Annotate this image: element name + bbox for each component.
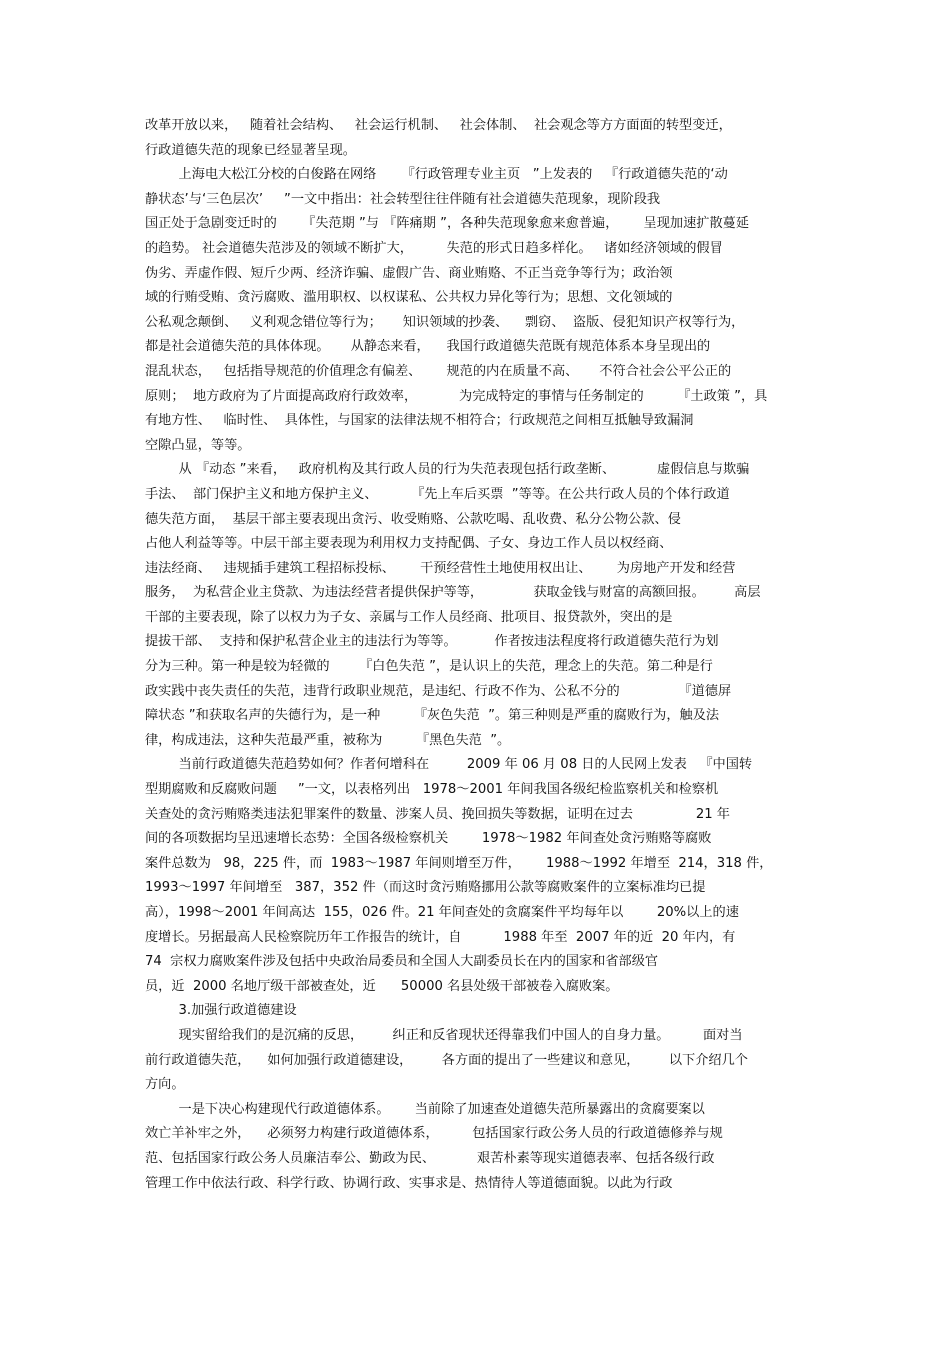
text-line: 高），1998～2001 年间高达 155，026 件。21 年间查处的贪腐案件平均每年以 20%以上的速 bbox=[145, 905, 739, 920]
text-line: 方向。 bbox=[145, 1077, 185, 1093]
text-line: 政实践中丧失责任的失范，违背行政职业规范，是违纪、行政不作为、公私不分的 『道德屏 bbox=[145, 683, 732, 699]
text-line: 现实留给我们的是沉痛的反思， 纠正和反省现状还得靠我们中国人的自身力量。 面对当 bbox=[145, 1027, 743, 1043]
text-line: 分为三种。第一种是较为轻微的 『白色失范 ”，是认识上的失范，理念上的失范。第二种是行 bbox=[145, 659, 713, 675]
text-line: 74 宗权力腐败案件涉及包括中央政治局委员和全国人大副委员长在内的国家和省部级官 bbox=[145, 954, 659, 970]
text-line: 改革开放以来， 随着社会结构、 社会运行机制、 社会体制、 社会观念等方方面面的转型变迁， bbox=[145, 118, 732, 133]
text-line: 行政道德失范的现象已经显著呈现。 bbox=[145, 142, 356, 158]
text-line: 违法经商、 违规插手建筑工程招标投标、 干预经营性土地使用权出让、 为房地产开发和经营 bbox=[145, 560, 736, 576]
text-line: 员，近 2000 名地厅级干部被查处，近 50000 名县处级干部被卷入腐败案。 bbox=[145, 978, 619, 994]
text-line: 伪劣、弄虚作假、短斤少两、经济诈骗、虚假广告、商业贿赂、不正当竞争等行为；政治领 bbox=[145, 265, 673, 281]
body-text bbox=[145, 114, 810, 1196]
text-line: 度增长。另据最高人民检察院历年工作报告的统计，自 1988 年至 2007 年的近 20 年内，有 bbox=[145, 929, 736, 945]
text-line: 混乱状态， 包括指导规范的价值理念有偏差、 规范的内在质量不高、 不符合社会公平公正的 bbox=[145, 363, 732, 379]
text-line: 一是下决心构建现代行政道德体系。 当前除了加速查处道德失范所暴露出的贪腐要案以 bbox=[145, 1101, 705, 1117]
text-line: 型期腐败和反腐败问题 ”一文，以表格列出 1978～2001 年间我国各级纪检监察机关和检察机 bbox=[145, 782, 719, 798]
text-line: 效亡羊补牢之外， 必须努力构建行政道德体系， 包括国家行政公务人员的行政道德修养与规 bbox=[145, 1126, 723, 1142]
text-line: 范、包括国家行政公务人员廉洁奉公、勤政为民、 艰苦朴素等现实道德表率、包括各级行政 bbox=[145, 1150, 715, 1166]
text-line: 管理工作中依法行政、科学行政、协调行政、实事求是、热情待人等道德面貌。以此为行政 bbox=[145, 1175, 673, 1191]
text-line: 从 『动态 ”来看， 政府机构及其行政人员的行为失范表现包括行政垄断、 虚假信息与欺骗 bbox=[145, 462, 750, 478]
text-line: 国正处于急剧变迁时的 『失范期 ”与 『阵痛期 ”，各种失范现象愈来愈普遍， 呈现加速扩散蔓延 bbox=[145, 216, 750, 232]
text-line: 公私观念颠倒、 义利观念错位等行为； 知识领域的抄袭、 剽窃、 盗版、侵犯知识产权等行为， bbox=[145, 314, 745, 330]
text-line: 的趋势。 社会道德失范涉及的领域不断扩大， 失范的形式日趋多样化。 诸如经济领域的假冒 bbox=[145, 240, 723, 256]
text-line: 1993～1997 年间增至 387，352 件（而这时贪污贿赂挪用公款等腐败案件的立案标准均已提 bbox=[145, 880, 706, 896]
text-line: 原则； 地方政府为了片面提高政府行政效率， 为完成特定的事情与任务制定的 『土政策 ”，具 bbox=[145, 388, 768, 404]
section-heading: 3.加强行政道德建设 bbox=[145, 1003, 297, 1019]
text-line: 律，构成违法，这种失范最严重，被称为 『黑色失范 ”。 bbox=[145, 732, 511, 748]
text-line: 德失范方面， 基层干部主要表现出贪污、收受贿赂、公款吃喝、乱收费、私分公物公款、侵 bbox=[145, 511, 681, 527]
text-line: 静状态’与‘三色层次’ ”一文中指出：社会转型往往伴随有社会道德失范现象，现阶段我 bbox=[145, 191, 661, 207]
text-line: 关查处的贪污贿赂类违法犯罪案件的数量、涉案人员、挽回损失等数据，证明在过去 21 年 bbox=[145, 806, 730, 822]
text-line: 当前行政道德失范趋势如何？作者何增科在 2009 年 06 月 08 日的人民网上发表 『中国转 bbox=[145, 757, 753, 773]
text-line: 占他人利益等等。中层干部主要表现为利用权力支持配偶、子女、身边工作人员以权经商、 bbox=[145, 536, 673, 552]
text-line: 空隙凸显，等等。 bbox=[145, 437, 251, 453]
text-line: 都是社会道德失范的具体体现。 从静态来看， 我国行政道德失范既有规范体系本身呈现出的 bbox=[145, 339, 711, 355]
text-line: 前行政道德失范， 如何加强行政道德建设， 各方面的提出了一些建议和意见， 以下介绍几个 bbox=[145, 1052, 748, 1068]
text-line: 提拔干部、 支持和保护私营企业主的违法行为等等。 作者按违法程度将行政道德失范行为划 bbox=[145, 634, 719, 650]
text-line: 间的各项数据均呈迅速增长态势：全国各级检察机关 1978～1982 年间查处贪污贿赂等腐败 bbox=[145, 831, 712, 847]
text-line: 障状态 ”和获取名声的失德行为，是一种 『灰色失范 ”。第三种则是严重的腐败行为，触及法 bbox=[145, 708, 720, 724]
text-line: 上海电大松江分校的白俊路在网络 『行政管理专业主页 ”上发表的 『行政道德失范的‘动 bbox=[145, 167, 728, 183]
text-line: 干部的主要表现，除了以权力为子女、亲属与工作人员经商、批项目、报贷款外，突出的是 bbox=[145, 609, 673, 625]
text-line: 域的行贿受贿、贪污腐败、滥用职权、以权谋私、公共权力异化等行为；思想、文化领域的 bbox=[145, 290, 673, 306]
text-line: 手法、 部门保护主义和地方保护主义、 『先上车后买票 ”等等。在公共行政人员的个体行政道 bbox=[145, 486, 730, 502]
text-line: 案件总数为 98，225 件，而 1983～1987 年间则增至万件， 1988～1992 年增至 214，318 件， bbox=[145, 855, 773, 871]
text-line: 服务， 为私营企业主贷款、为违法经营者提供保护等等， 获取金钱与财富的高额回报。 高层 bbox=[145, 585, 761, 601]
text-line: 有地方性、 临时性、 具体性，与国家的法律法规不相符合；行政规范之间相互抵触导致漏洞 bbox=[145, 413, 694, 429]
